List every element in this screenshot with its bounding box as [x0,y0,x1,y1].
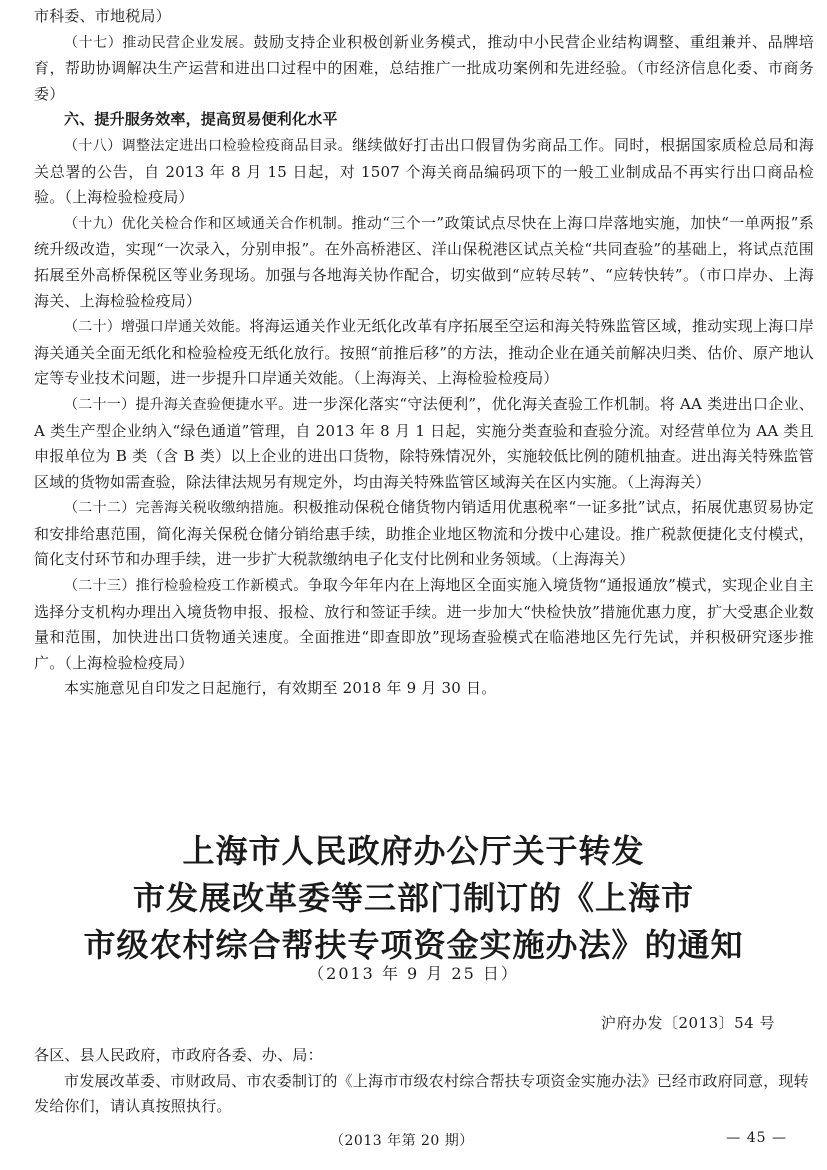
item-title: （二十二）完善海关税收缴纳措施。 [64,500,293,517]
item-text: 将海运通关作业无纸化改革有序拓展至空运和海关特殊监管区域，推动实现上海口岸海关通关全面无纸化和检验检疫无纸化放行。按照“前推后移”的方法，推动企业在通关前解决归类、估价、原产地认定等专业技术问题，进一步提升口岸通关效能。（上海海关、上海检验检疫局） [34,317,815,388]
item-text: 争取今年年内在上海地区全面实施入境货物“通报通放”模式，实现企业自主选择分支机构办理出入境货物申报、报检、放行和签证手续。进一步加大“快检快放”措施优惠力度，扩大受惠企业数量和范围，加快进出口货物通关速度。全面推进“即查即放”现场查验模式在临港地区先行先试，并积极研究逐步推广。（上海检验检疫局） [34,576,814,672]
item-text: 推动“三个一”政策试点尽快在上海口岸落地实施，加快“一单两报”系统升级改造，实现“一次录入，分别申报”。在外高桥港区、洋山保税港区试点关检“共同查验”的基础上，将试点范围拓展至外高桥保税区等业务现场。加强与各地海关协作配合，切实做到“应转尽转”、“应转快转”。（市口岸办、上海海关、上海检验检疫局） [34,213,815,310]
list-item [34,211,814,314]
list-item [34,314,814,392]
notice-addressee: 各区、县人民政府，市政府各委、办、局： [34,1046,323,1064]
list-item [34,573,814,676]
item-text: 进一步深化落实“守法便利”，优化海关查验工作机制。将 AA 类进出口企业、A 类生产型企业纳入“绿色通道”管理，自 2013 年 8 月 1 日起，实施分类查验和查验分流。对经营单位为 AA 类且申报单位为 B 类（含 B 类）以上企业的进出口货物，除特殊情况外，实施较低比例的随机抽查。进出海关特殊监管区域的货物如需查验，除法律法规另有规定外，均由海关特殊监管区域海关在区内实施。（上海海关） [34,394,814,491]
list-item [34,495,814,573]
document-number: 沪府办发〔2013〕54 号 [600,1014,775,1032]
item-text: 积极推动保税仓储货物内销适用优惠税率“一证多批”试点，拓展优惠贸易协定和安排给惠范围，简化海关保税仓储分销给惠手续，助推企业地区物流和分拨中心建设。推广税款便捷化支付模式，简化支付环节和办理手续，进一步扩大税款缴纳电子化支付比例和业务领域。（上海海关） [34,498,815,569]
notice-title [20,828,807,969]
notice-title-line: 上海市人民政府办公厅关于转发 [182,832,645,870]
list-item [34,392,814,495]
footer-issue: （2013 年第 20 期） [330,1133,474,1149]
notice-paragraph: 市发展改革委、市财政局、市农委制订的《上海市市级农村综合帮扶专项资金实施办法》已经市政府同意，现转发给你们，请认真按照执行。 [34,1071,809,1116]
item-title: （十八）调整法定进出口检验检疫商品目录。 [64,137,353,154]
notice-date: （2013 年 9 月 25 日） [308,964,519,983]
item-title: （二十一）提升海关查验便捷水平。 [64,396,293,413]
item-text: 鼓励支持企业积极创新业务模式，推动中小民营企业结构调整、重组兼并、品牌培育，帮助协调解决生产运营和进出口过程中的困难，总结推广一批成功案例和先进经验。（市经济信息化委、市商务委） [34,32,814,103]
notice-body [34,1043,814,1120]
effective-note: 本实施意见自印发之日起施行，有效期至 2018 年 9 月 30 日。 [64,679,497,698]
item-title: （十九）优化关检合作和区域通关合作机制。 [64,215,352,232]
list-item [34,30,814,108]
item-title: （二十）增强口岸通关效能。 [64,319,250,336]
page-number: — 45 — [726,1130,787,1146]
item-title: （十七）推动民营企业发展。 [64,34,254,51]
notice-title-line: 市级农村综合帮扶专项资金实施办法》的通知 [83,926,744,964]
list-item [34,133,814,211]
notice-title-line: 市发展改革委等三部门制订的《上海市 [132,879,694,917]
section-heading: 六、提升服务效率，提高贸易便利化水平 [64,110,338,129]
item-title: （二十三）推行检验检疫工作新模式。 [64,578,308,595]
continuation-line: 市科委、市地税局） [34,7,171,25]
item-text: 继续做好打击出口假冒伪劣商品工作。同时，根据国家质检总局和海关总署的公告，自 2013 年 8 月 15 日起，对 1507 个海关商品编码项下的一般工业制成品不再实行出口商品检验。（上海检验检疫局） [34,135,814,207]
document-body [34,4,814,702]
